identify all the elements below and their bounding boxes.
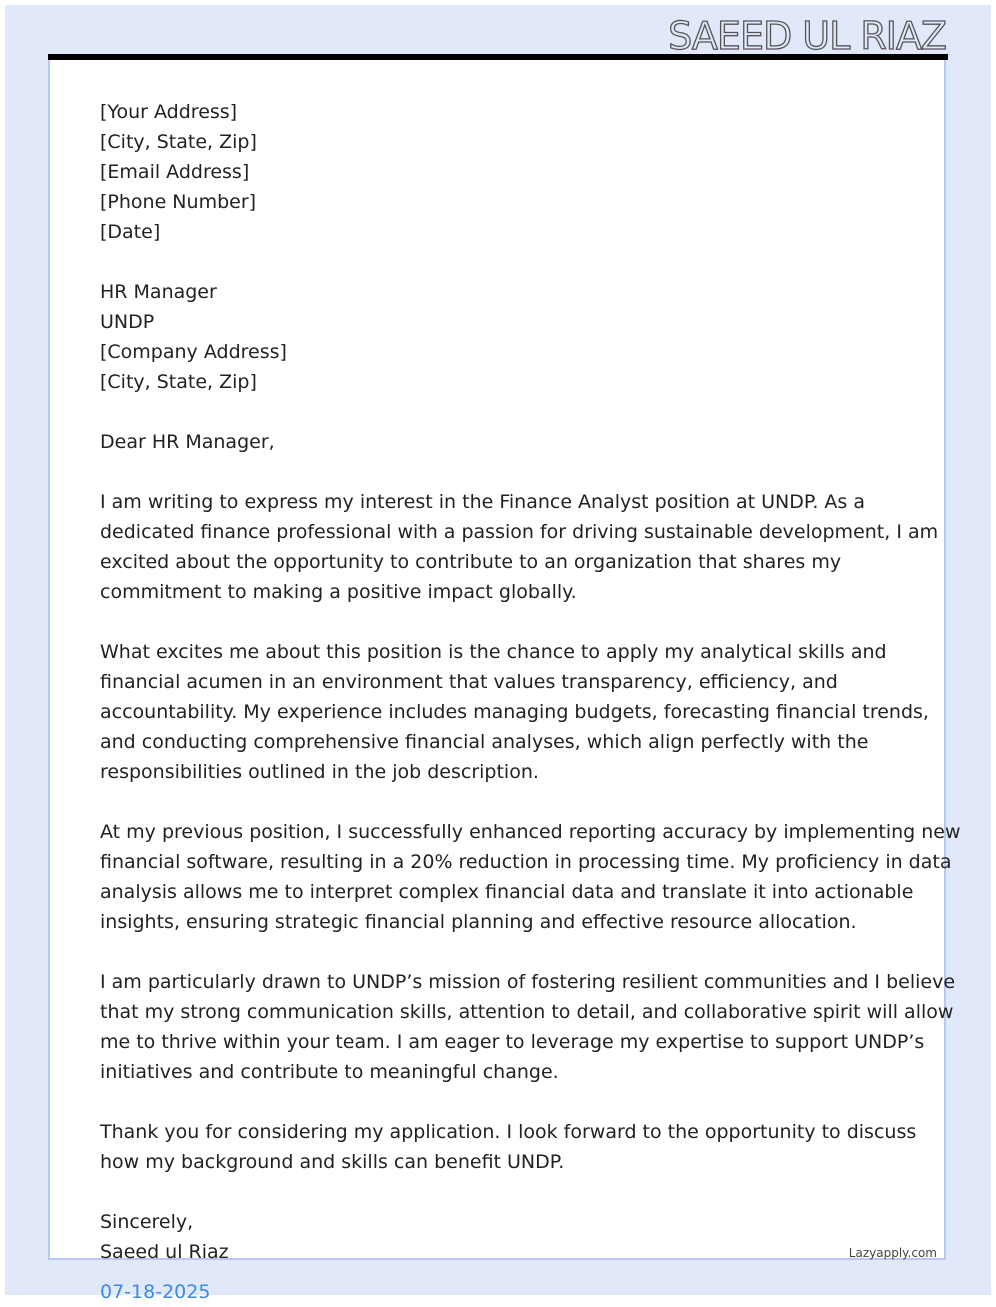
- closing-date: 07-18-2025: [100, 1281, 211, 1303]
- paragraph-line: I am writing to express my interest in the Finance Analyst position at UNDP. As a: [100, 491, 865, 513]
- sender-date: [Date]: [100, 221, 161, 243]
- body-paragraph-4: [100, 967, 956, 1087]
- recipient-address: [Company Address]: [100, 341, 287, 363]
- paragraph-line: What excites me about this position is the chance to apply my analytical skills and: [100, 641, 887, 663]
- paragraph-line: accountability. My experience includes managing budgets, forecasting financial trends,: [100, 701, 929, 723]
- sender-block: [100, 97, 900, 247]
- body-paragraph-2: [100, 637, 929, 787]
- recipient-block: [100, 277, 900, 397]
- paragraph-line: that my strong communication skills, attention to detail, and collaborative spirit will allow: [100, 1001, 954, 1023]
- paragraph-line: how my background and skills can benefit UNDP.: [100, 1151, 565, 1173]
- paragraph-line: financial software, resulting in a 20% reduction in processing time. My proficiency in data: [100, 851, 952, 873]
- body-paragraph-5: [100, 1117, 917, 1177]
- paragraph-line: initiatives and contribute to meaningful change.: [100, 1061, 559, 1083]
- paragraph-line: At my previous position, I successfully enhanced reporting accuracy by implementing new: [100, 821, 961, 843]
- signature-name: Saeed ul Riaz: [100, 1241, 229, 1263]
- body-paragraph-1: [100, 487, 939, 607]
- paragraph-line: insights, ensuring strategic financial planning and effective resource allocation.: [100, 911, 857, 933]
- letter-body: [100, 97, 961, 1307]
- paragraph-line: responsibilities outlined in the job description.: [100, 761, 539, 783]
- body-paragraph-3: [100, 817, 961, 937]
- paragraph-line: me to thrive within your team. I am eager to leverage my expertise to support UNDP’s: [100, 1031, 925, 1053]
- paragraph-line: and conducting comprehensive financial analyses, which align perfectly with the: [100, 731, 869, 753]
- sender-email: [Email Address]: [100, 161, 250, 183]
- sign-off: Sincerely,: [100, 1211, 194, 1233]
- sender-city-state-zip: [City, State, Zip]: [100, 131, 257, 153]
- paragraph-line: dedicated finance professional with a passion for driving sustainable development, I am: [100, 521, 939, 543]
- recipient-city-state-zip: [City, State, Zip]: [100, 371, 257, 393]
- sender-address: [Your Address]: [100, 101, 238, 123]
- recipient-title: HR Manager: [100, 281, 217, 303]
- paragraph-line: Thank you for considering my application. I look forward to the opportunity to discuss: [100, 1121, 917, 1143]
- paragraph-line: I am particularly drawn to UNDP’s mission of fostering resilient communities and I believe: [100, 971, 956, 993]
- paragraph-line: commitment to making a positive impact globally.: [100, 581, 577, 603]
- recipient-company: UNDP: [100, 311, 155, 333]
- applicant-name-header: SAEED UL RIAZ: [668, 14, 946, 58]
- closing-date-block: [100, 1277, 900, 1307]
- paragraph-line: excited about the opportunity to contribute to an organization that shares my: [100, 551, 842, 573]
- brand-watermark: Lazyapply.com: [848, 1246, 937, 1260]
- salutation-text: Dear HR Manager,: [100, 431, 275, 453]
- salutation: [100, 427, 900, 457]
- paragraph-line: financial acumen in an environment that values transparency, efficiency, and: [100, 671, 838, 693]
- closing-block: [100, 1207, 900, 1267]
- sender-phone: [Phone Number]: [100, 191, 257, 213]
- paragraph-line: analysis allows me to interpret complex financial data and translate it into actionable: [100, 881, 914, 903]
